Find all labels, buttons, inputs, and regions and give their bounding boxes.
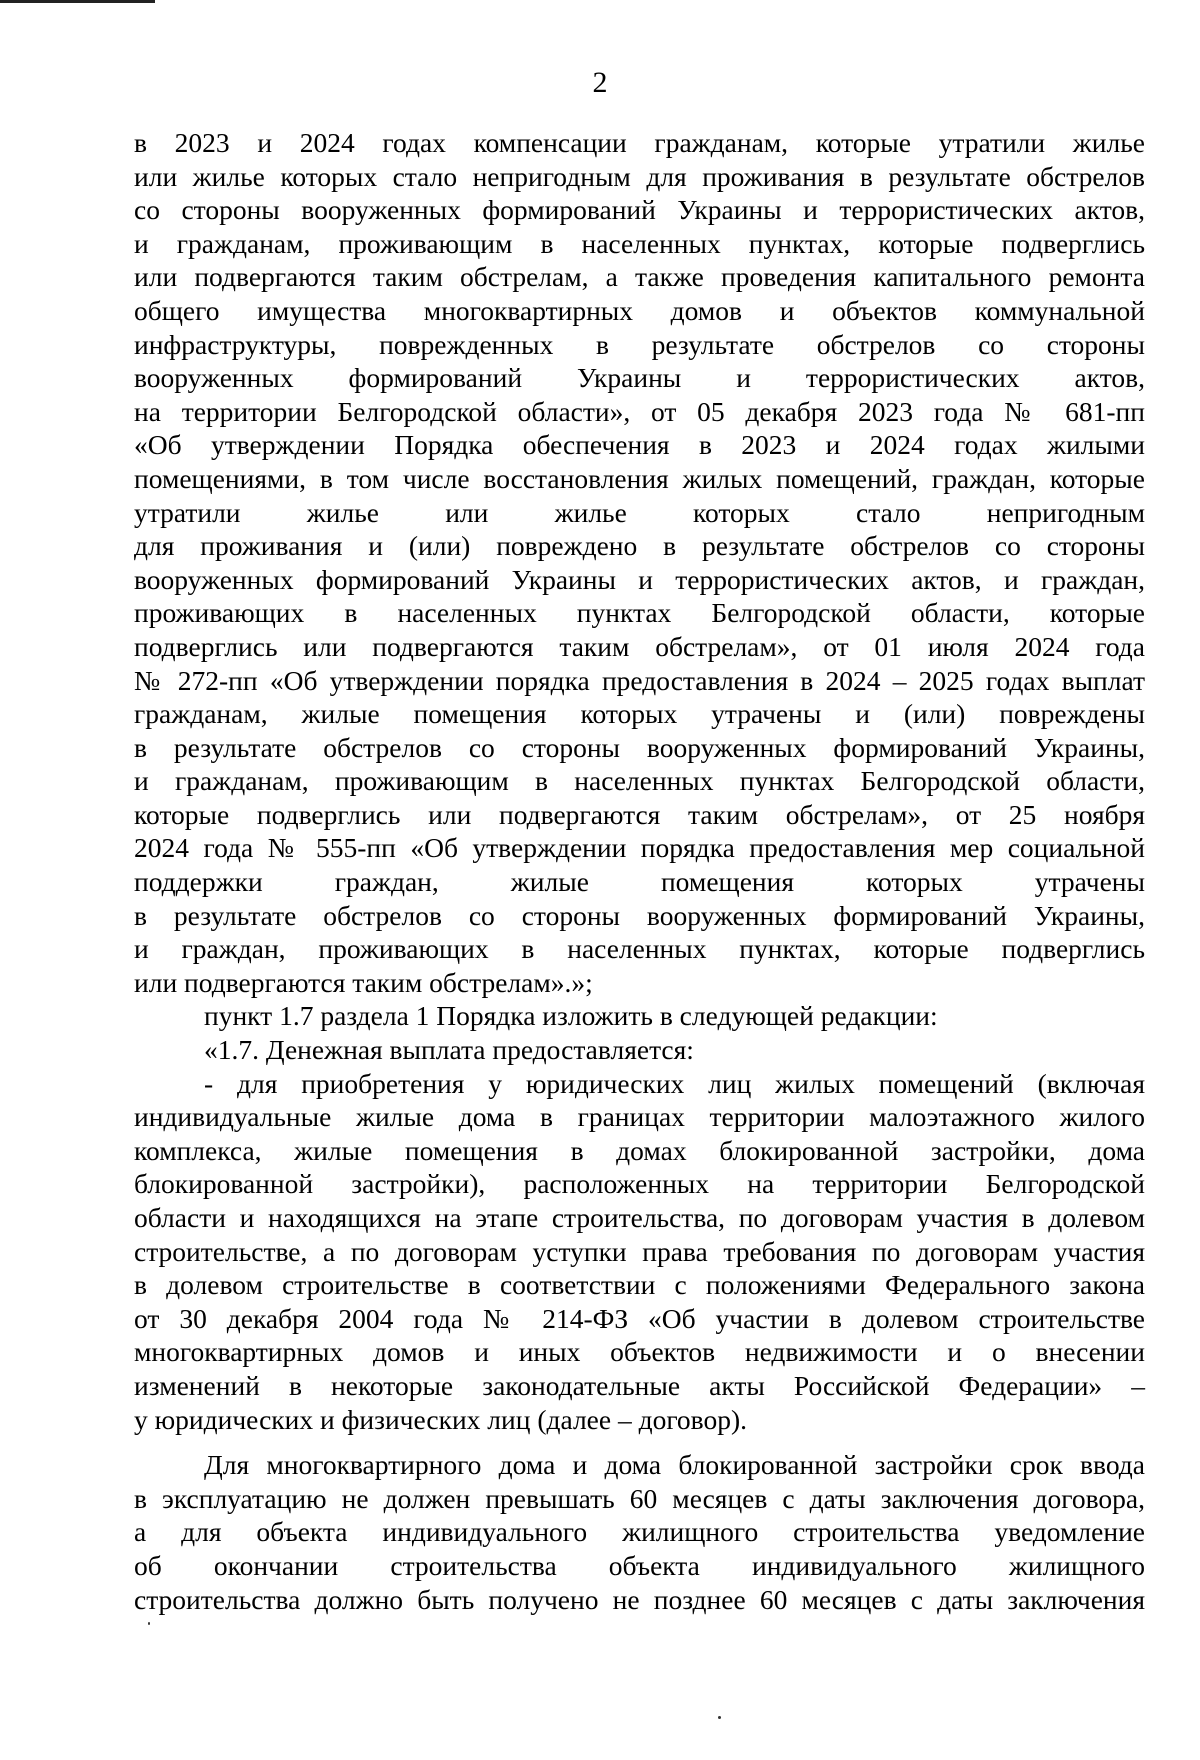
text-line: № 272-пп «Об утверждении порядка предоставления в 2024 – 2025 годах выплат bbox=[134, 664, 1145, 696]
text-line: в 2023 и 2024 годах компенсации гражданам, которые утратили жилье bbox=[134, 127, 1145, 158]
text-line: вооруженных формирований Украины и террористических актов, и граждан, bbox=[134, 563, 1145, 595]
document-body bbox=[134, 126, 1145, 1616]
text-line: области и находящихся на этапе строительства, по договорам участия в долевом bbox=[134, 1202, 1145, 1233]
text-line: и граждан, проживающих в населенных пунктах, которые подверглись bbox=[134, 933, 1145, 965]
text-line: в эксплуатацию не должен превышать 60 месяцев с даты заключения договора, bbox=[134, 1482, 1145, 1514]
text-line: или подвергаются таким обстрелам».»; bbox=[134, 966, 593, 998]
text-line: или подвергаются таким обстрелам, а также проведения капитального ремонта bbox=[134, 261, 1145, 293]
text-line: поддержки граждан, жилые помещения которых утрачены bbox=[134, 866, 1145, 898]
text-line: утратили жилье или жилье которых стало непригодным bbox=[134, 496, 1145, 528]
text-line: для проживания и (или) повреждено в результате обстрелов со стороны bbox=[134, 530, 1145, 562]
text-line: вооруженных формирований Украины и террористических актов, bbox=[134, 362, 1145, 394]
text-line: в результате обстрелов со стороны вооруженных формирований Украины, bbox=[134, 899, 1145, 931]
top-edge-line bbox=[0, 0, 155, 3]
text-line: гражданам, жилые помещения которых утрачены и (или) повреждены bbox=[134, 698, 1145, 730]
text-line: строительстве, а по договорам уступки права требования по договорам участия bbox=[134, 1235, 1145, 1267]
text-line: «1.7. Денежная выплата предоставляется: bbox=[204, 1034, 694, 1066]
text-line: которые подверглись или подвергаются таким обстрелам», от 25 ноября bbox=[134, 798, 1145, 830]
scan-speck bbox=[718, 1716, 721, 1719]
text-line: и гражданам, проживающим в населенных пунктах, которые подверглись bbox=[134, 227, 1145, 259]
text-line: подверглись или подвергаются таким обстрелам», от 01 июля 2024 года bbox=[134, 630, 1145, 662]
text-line: об окончании строительства объекта индивидуального жилищного bbox=[134, 1549, 1145, 1581]
text-line: строительства должно быть получено не позднее 60 месяцев с даты заключения bbox=[134, 1583, 1145, 1615]
text-line: проживающих в населенных пунктах Белгородской области, которые bbox=[134, 597, 1145, 629]
paragraph-gap bbox=[134, 1436, 1145, 1448]
paragraph-5 bbox=[134, 1448, 1145, 1616]
paragraph-3 bbox=[134, 1033, 1145, 1067]
text-line: инфраструктуры, поврежденных в результате обстрелов со стороны bbox=[134, 328, 1145, 360]
text-line: со стороны вооруженных формирований Украины и террористических актов, bbox=[134, 194, 1145, 226]
text-line: в долевом строительстве в соответствии с положениями Федерального закона bbox=[134, 1269, 1145, 1301]
text-line: или жилье которых стало непригодным для проживания в результате обстрелов bbox=[134, 160, 1145, 192]
paragraph-2 bbox=[134, 999, 1145, 1033]
text-line: блокированной застройки), расположенных на территории Белгородской bbox=[134, 1168, 1145, 1200]
paragraph-4 bbox=[134, 1067, 1145, 1437]
page-number: 2 bbox=[592, 66, 608, 99]
text-line: индивидуальные жилые дома в границах территории малоэтажного жилого bbox=[134, 1101, 1145, 1133]
paragraph-1 bbox=[134, 126, 1145, 999]
scan-speck bbox=[148, 1622, 150, 1625]
text-line: в результате обстрелов со стороны вооруженных формирований Украины, bbox=[134, 731, 1145, 763]
text-line: и гражданам, проживающим в населенных пунктах Белгородской области, bbox=[134, 765, 1145, 797]
text-line: - для приобретения у юридических лиц жилых помещений (включая bbox=[204, 1067, 1145, 1099]
text-line: общего имущества многоквартирных домов и объектов коммунальной bbox=[134, 294, 1145, 326]
text-line: на территории Белгородской области», от 05 декабря 2023 года № 681-пп bbox=[134, 395, 1145, 427]
text-line: помещениями, в том числе восстановления жилых помещений, граждан, которые bbox=[134, 462, 1145, 494]
text-line: изменений в некоторые законодательные акты Российской Федерации» – bbox=[134, 1369, 1145, 1401]
text-line: Для многоквартирного дома и дома блокированной застройки срок ввода bbox=[204, 1449, 1145, 1481]
text-line: «Об утверждении Порядка обеспечения в 2023 и 2024 годах жилыми bbox=[134, 429, 1145, 461]
text-line: комплекса, жилые помещения в домах блокированной застройки, дома bbox=[134, 1134, 1145, 1166]
text-line: от 30 декабря 2004 года № 214-ФЗ «Об участии в долевом строительстве bbox=[134, 1302, 1145, 1334]
text-line: пункт 1.7 раздела 1 Порядка изложить в следующей редакции: bbox=[204, 1000, 938, 1032]
text-line: 2024 года № 555-пп «Об утверждении порядка предоставления мер социальной bbox=[134, 832, 1145, 864]
text-line: а для объекта индивидуального жилищного строительства уведомление bbox=[134, 1516, 1145, 1548]
text-line: многоквартирных домов и иных объектов недвижимости и о внесении bbox=[134, 1336, 1145, 1368]
text-line: у юридических и физических лиц (далее – договор). bbox=[134, 1403, 747, 1435]
